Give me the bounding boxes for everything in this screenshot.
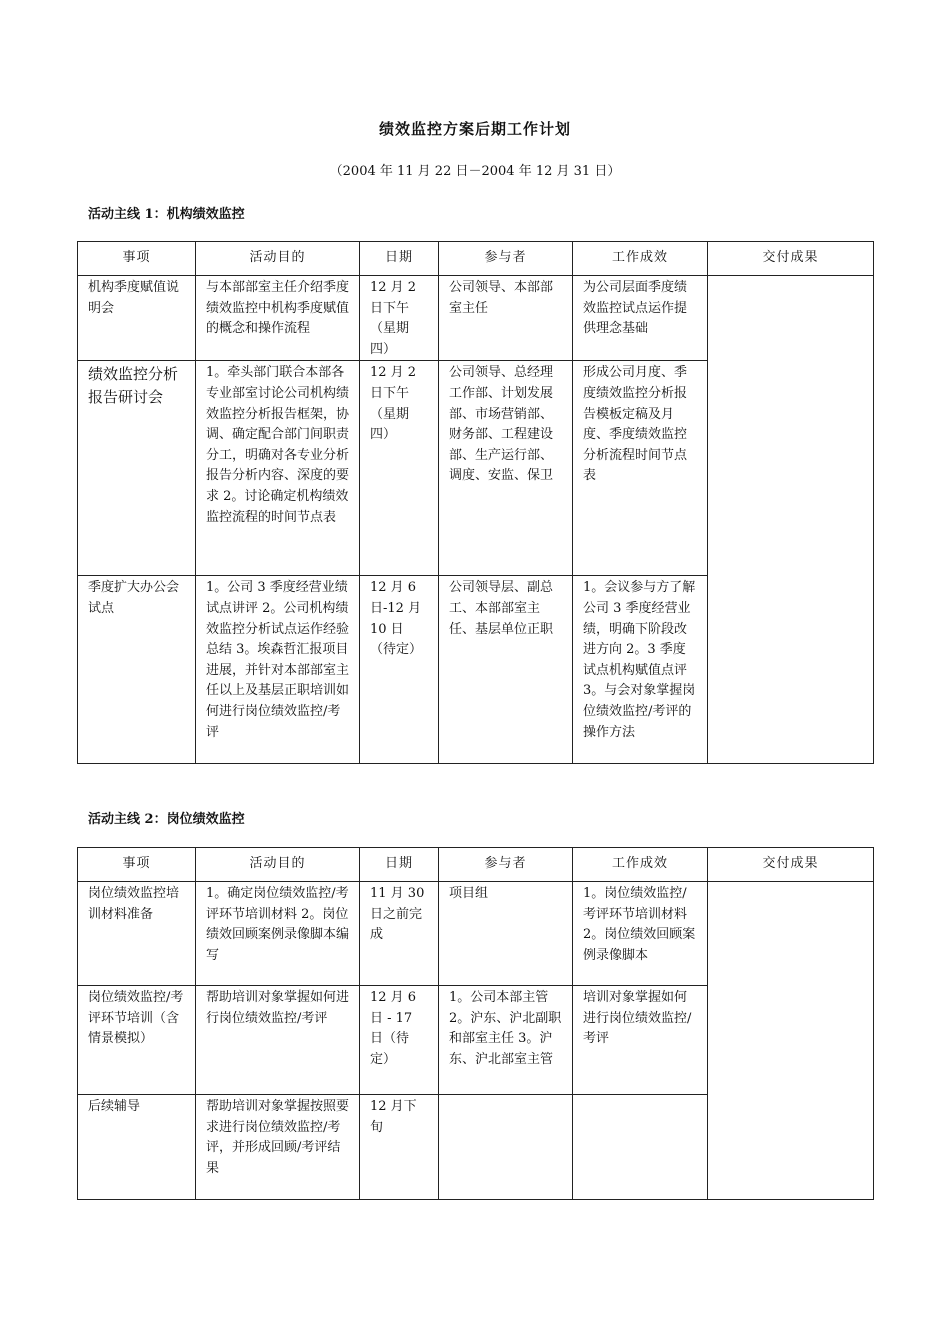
header-date: 日期 (360, 242, 439, 276)
cell-result: 形成公司月度、季度绩效监控分析报告模板定稿及月度、季度绩效监控分析流程时间节点表 (573, 361, 708, 576)
header-date: 日期 (360, 848, 439, 882)
cell-item: 岗位绩效监控培训材料准备 (78, 882, 196, 986)
header-participants: 参与者 (439, 848, 573, 882)
cell-goal: 1。牵头部门联合本部各专业部室讨论公司机构绩效监控分析报告框架，协调、确定配合部门间职责分工，明确对各专业分析报告分析内容、深度的要求 2。讨论确定机构绩效监控流程的时间节点表 (196, 361, 360, 576)
cell-participants: 项目组 (439, 882, 573, 986)
header-deliverable: 交付成果 (708, 242, 874, 276)
cell-goal: 1。公司 3 季度经营业绩试点讲评 2。公司机构绩效监控分析试点运作经验总结 3。埃森哲汇报项目进展，并针对本部部室主任以上及基层正职培训如何进行岗位绩效监控/考评 (196, 576, 360, 764)
header-result: 工作成效 (573, 848, 708, 882)
header-goal: 活动目的 (196, 848, 360, 882)
cell-result: 1。岗位绩效监控/考评环节培训材料 2。岗位绩效回顾案例录像脚本 (573, 882, 708, 986)
header-deliverable: 交付成果 (708, 848, 874, 882)
table-header-row (78, 848, 874, 882)
cell-goal: 与本部部室主任介绍季度绩效监控中机构季度赋值的概念和操作流程 (196, 276, 360, 361)
cell-item: 机构季度赋值说明会 (78, 276, 196, 361)
section-heading-line1: 活动主线 1：机构绩效监控 (88, 207, 245, 222)
plan-table-line1 (77, 241, 874, 764)
cell-item: 绩效监控分析报告研讨会 (78, 361, 196, 576)
table-row (78, 882, 874, 986)
cell-deliverable (708, 276, 874, 764)
cell-participants (439, 1095, 573, 1200)
header-goal: 活动目的 (196, 242, 360, 276)
cell-date: 12 月 2 日下午（星期四） (360, 361, 439, 576)
cell-participants: 公司领导、本部部室主任 (439, 276, 573, 361)
cell-item: 后续辅导 (78, 1095, 196, 1200)
header-result: 工作成效 (573, 242, 708, 276)
cell-participants: 公司领导层、副总工、本部部室主任、基层单位正职 (439, 576, 573, 764)
cell-participants: 1。公司本部主管 2。沪东、沪北副职和部室主任 3。沪东、沪北部室主管 (439, 986, 573, 1095)
cell-result: 1。会议参与方了解公司 3 季度经营业绩，明确下阶段改进方向 2。3 季度试点机构赋值点评 3。与会对象掌握岗位绩效监控/考评的操作方法 (573, 576, 708, 764)
document-title: 绩效监控方案后期工作计划 (378, 120, 571, 138)
header-item: 事项 (78, 242, 196, 276)
cell-goal: 帮助培训对象掌握如何进行岗位绩效监控/考评 (196, 986, 360, 1095)
cell-result (573, 1095, 708, 1200)
table-header-row (78, 242, 874, 276)
plan-table-line2 (77, 847, 874, 1200)
cell-item: 季度扩大办公会试点 (78, 576, 196, 764)
document-date-range: （2004 年 11 月 22 日－2004 年 12 月 31 日） (329, 164, 621, 179)
cell-item: 岗位绩效监控/考评环节培训（含情景模拟） (78, 986, 196, 1095)
section-heading-line2: 活动主线 2：岗位绩效监控 (88, 812, 245, 827)
cell-deliverable (708, 882, 874, 1200)
cell-goal: 1。确定岗位绩效监控/考评环节培训材料 2。岗位绩效回顾案例录像脚本编写 (196, 882, 360, 986)
cell-goal: 帮助培训对象掌握按照要求进行岗位绩效监控/考评，并形成回顾/考评结果 (196, 1095, 360, 1200)
header-participants: 参与者 (439, 242, 573, 276)
cell-date: 12 月 6 日 - 17 日（待定） (360, 986, 439, 1095)
cell-participants: 公司领导、总经理工作部、计划发展部、市场营销部、财务部、工程建设部、生产运行部、调度、安监、保卫 (439, 361, 573, 576)
table-row (78, 276, 874, 361)
cell-date: 12 月下旬 (360, 1095, 439, 1200)
cell-date: 12 月 2 日下午（星期四） (360, 276, 439, 361)
cell-result: 培训对象掌握如何进行岗位绩效监控/考评 (573, 986, 708, 1095)
cell-date: 11 月 30 日之前完成 (360, 882, 439, 986)
cell-result: 为公司层面季度绩效监控试点运作提供理念基础 (573, 276, 708, 361)
header-item: 事项 (78, 848, 196, 882)
cell-date: 12 月 6 日-12 月 10 日（待定） (360, 576, 439, 764)
